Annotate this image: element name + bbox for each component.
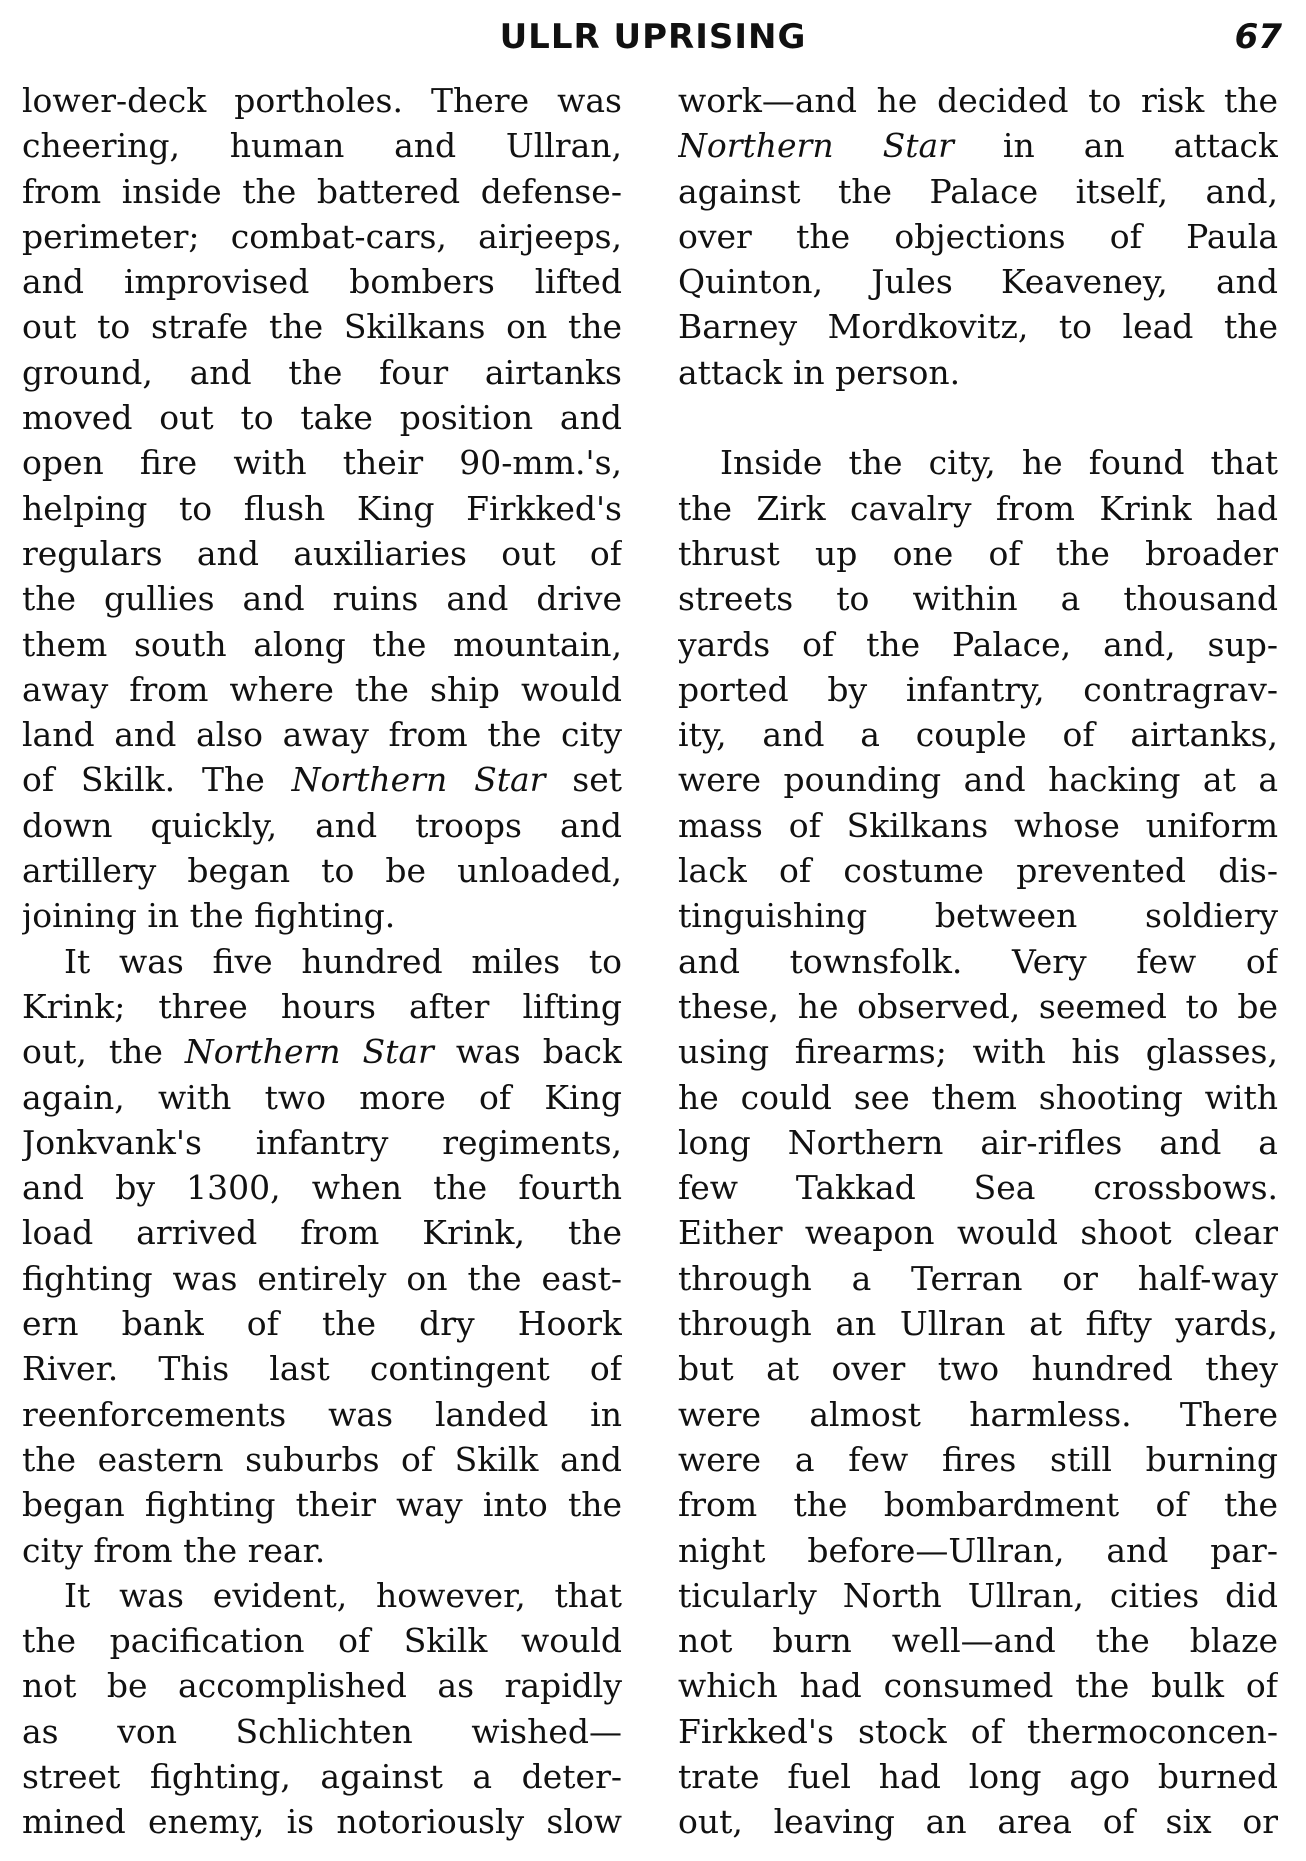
text-line: ity, and a couple of airtanks, [678,715,1278,755]
text-line: of Skilk. The Northern Star set [22,760,622,800]
text-line: Quinton, Jules Keaveney, and [678,262,1278,302]
running-title: ULLR UPRISING [499,17,807,57]
text-line: lack of costume prevented dis- [678,851,1278,891]
text-line: reenforcements was landed in [22,1394,622,1434]
text-line: mass of Skilkans whose uniform [678,805,1278,845]
text-line: not be accomplished as rapidly [22,1666,622,1706]
text-line: out, the Northern Star was back [22,1032,622,1072]
right-text-column [678,78,1278,1845]
text-line: out to strafe the Skilkans on the [22,307,622,347]
text-line: but at over two hundred they [678,1349,1278,1389]
text-line: joining in the fighting. [22,896,396,936]
running-head [0,12,1306,62]
ship-name-italic: Northern Star [678,126,954,166]
text-line: trate fuel had long ago burned [678,1756,1278,1796]
text-line: and by 1300, when the fourth [22,1168,622,1208]
text-line: the pacification of Skilk would [22,1621,622,1661]
text-line: were pounding and hacking at a [678,760,1278,800]
text-line: mined enemy, is notoriously slow [22,1802,622,1842]
text-line: helping to flush King Firkked's [22,488,622,528]
text-line: and townsfolk. Very few of [678,941,1278,981]
text-line: River. This last contingent of [22,1349,622,1389]
text-line: through a Terran or half-way [678,1258,1278,1298]
text-line: Inside the city, he found that [720,443,1278,483]
text-line: began fighting their way into the [22,1485,622,1525]
text-line: work—and he decided to risk the [678,81,1278,120]
text-line: not burn well—and the blaze [678,1621,1278,1661]
text-line: the eastern suburbs of Skilk and [22,1439,622,1479]
text-line: ern bank of the dry Hoork [22,1304,622,1344]
text-line: from inside the battered defense- [22,171,622,211]
text-line: these, he observed, seemed to be [678,986,1278,1026]
text-line: down quickly, and troops and [22,805,622,845]
text-line: were almost harmless. There [678,1394,1278,1434]
text-line: regulars and auxiliaries out of [22,533,622,573]
text-line: and improvised bombers lifted [22,262,622,302]
text-line: away from where the ship would [22,669,622,709]
text-line: he could see them shooting with [678,1077,1278,1117]
text-line: them south along the mountain, [22,624,622,664]
text-line: again, with two more of King [22,1077,622,1117]
text-line: ported by infantry, contragrav- [678,669,1278,709]
text-line: street fighting, against a deter- [22,1756,622,1796]
text-line: moved out to take position and [22,398,622,438]
text-line: It was five hundred miles to [64,941,622,981]
ship-name-italic: Northern Star [184,1032,434,1072]
text-line: Jonkvank's infantry regiments, [22,1122,622,1162]
text-line: out, leaving an area of six or [678,1802,1278,1842]
text-line: load arrived from Krink, the [22,1213,622,1253]
left-text-column [22,78,622,1845]
ship-name-italic: Northern Star [291,760,546,800]
text-line: Northern Star in an attack [678,126,1278,166]
text-line: through an Ullran at fifty yards, [678,1304,1278,1344]
text-line: fighting was entirely on the east- [22,1258,622,1298]
paragraph-gap [678,395,1278,440]
text-line: cheering, human and Ullran, [22,126,622,166]
text-line: ground, and the four airtanks [22,352,622,392]
text-line: Krink; three hours after lifting [22,986,622,1026]
text-line: perimeter; combat-cars, airjeeps, [22,216,622,256]
text-line: were a few fires still burning [678,1439,1278,1479]
text-line: against the Palace itself, and, [678,171,1278,211]
text-line: attack in person. [678,352,961,392]
text-line: the gullies and ruins and drive [22,579,622,619]
text-line: Firkked's stock of thermoconcen- [678,1711,1278,1751]
text-line: ticularly North Ullran, cities did [678,1575,1278,1615]
text-line: city from the rear. [22,1530,326,1570]
text-line: from the bombardment of the [678,1485,1278,1525]
text-line: thrust up one of the broader [678,533,1278,573]
text-line: few Takkad Sea crossbows. [678,1168,1278,1208]
text-line: open fire with their 90-mm.'s, [22,443,622,483]
text-line: tinguishing between soldiery [678,896,1278,936]
text-line: artillery began to be unloaded, [22,851,622,891]
text-line: which had consumed the bulk of [678,1666,1278,1706]
text-line: land and also away from the city [22,715,622,755]
text-line: It was evident, however, that [64,1575,622,1615]
text-line: Barney Mordkovitz, to lead the [678,307,1278,347]
text-line: streets to within a thousand [678,579,1278,619]
text-line: the Zirk cavalry from Krink had [678,488,1278,528]
text-line: as von Schlichten wished— [22,1711,622,1751]
text-line: over the objections of Paula [678,216,1278,256]
text-line: using firearms; with his glasses, [678,1032,1278,1072]
text-line: long Northern air-rifles and a [678,1122,1278,1162]
text-line: lower-deck portholes. There was [22,81,622,120]
text-line: yards of the Palace, and, sup- [678,624,1278,664]
page-number: 67 [1234,17,1282,57]
text-line: night before—Ullran, and par- [678,1530,1278,1570]
text-line: Either weapon would shoot clear [678,1213,1278,1253]
